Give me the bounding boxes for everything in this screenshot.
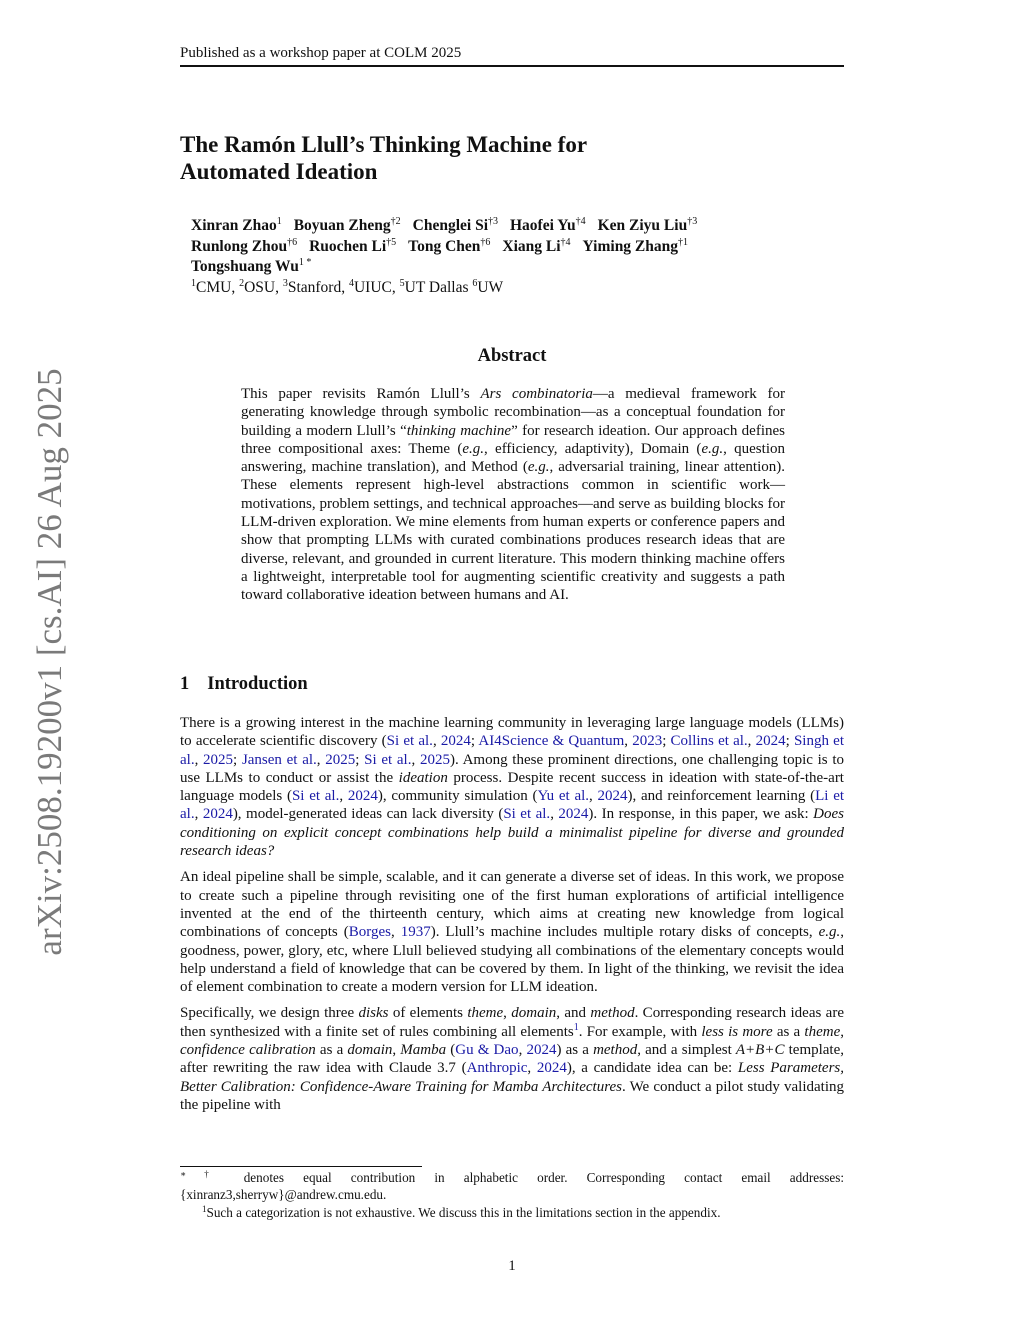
citation-link[interactable]: Si et al. bbox=[386, 733, 433, 750]
author-name: Ruochen Li$^{\dagger 5}$ bbox=[309, 236, 397, 255]
body-text: , bbox=[390, 924, 401, 941]
body-text: , and a simplest bbox=[637, 1042, 736, 1059]
emphasis-text: theme bbox=[804, 1023, 841, 1040]
footnote-text: denotes equal contribution in alphabetic order. Corresponding contact email addresses: {xinranz3,sherryw}@andrew.cmu.edu. bbox=[180, 1170, 844, 1202]
citation-link[interactable]: 2024 bbox=[558, 806, 589, 823]
citation-link[interactable]: Yu et al. bbox=[537, 788, 590, 805]
author-affiliation-mark: †5 bbox=[386, 236, 397, 248]
paragraph bbox=[180, 714, 844, 860]
paper-title bbox=[180, 131, 844, 185]
author-name: Tong Chen$^{\dagger 6}$ bbox=[408, 236, 491, 255]
body-text: as a bbox=[315, 1042, 348, 1059]
emphasis-text: thinking machine bbox=[406, 422, 512, 439]
footnote-marks: ∗ † bbox=[180, 1169, 225, 1179]
body-text: ), and reinforcement learning ( bbox=[627, 788, 816, 805]
footnote-equal-contribution bbox=[180, 1170, 844, 1203]
footnote-mark: 1 bbox=[202, 1204, 207, 1214]
body-text: —a medieval framework for generating knowledge through symbolic recombination—as a conceptual foundation for building a modern Llull’s “ bbox=[241, 386, 785, 439]
author-affiliation-mark: †3 bbox=[687, 216, 698, 227]
footnote-reference[interactable]: 1 bbox=[573, 1021, 579, 1033]
body-text: , efficiency, adaptivity), Domain ( bbox=[484, 440, 702, 457]
citation-link[interactable]: 2023 bbox=[632, 733, 663, 750]
body-text: ; bbox=[470, 733, 479, 750]
abstract-body bbox=[241, 385, 785, 605]
body-text: . Corresponding research ideas are then synthesized with a finite set of rules combining all elements bbox=[180, 1005, 844, 1040]
body-text: ). Llull’s machine includes multiple rotary disks of concepts, bbox=[430, 924, 819, 941]
body-text: template, after rewriting the raw idea with Claude 3.7 ( bbox=[180, 1042, 845, 1077]
body-text: Specifically, we design three bbox=[180, 1005, 359, 1022]
emphasis-text: confidence calibration bbox=[180, 1042, 316, 1059]
author-affiliation-mark: 1 bbox=[276, 216, 282, 227]
affiliation-name: Stanford, bbox=[287, 279, 346, 296]
body-text: ), community simulation ( bbox=[377, 788, 538, 805]
citation-link[interactable]: Anthropic bbox=[466, 1060, 528, 1077]
emphasis-text: Does conditioning on explicit concept combinations help build a minimalist pipeline for diverse and grounded research ideas? bbox=[180, 806, 844, 860]
emphasis-text: method bbox=[590, 1005, 635, 1022]
affiliation-name: UT Dallas bbox=[404, 279, 469, 296]
body-text: , bbox=[411, 751, 420, 768]
emphasis-text: domain bbox=[511, 1005, 557, 1022]
emphasis-text: e.g. bbox=[818, 924, 841, 941]
affiliation-name: OSU, bbox=[244, 279, 279, 296]
citation-link[interactable]: 2025 bbox=[203, 751, 234, 768]
body-text: There is a growing interest in the machine learning community in leveraging large language models (LLMs) to accelerate scientific discovery ( bbox=[180, 715, 844, 750]
body-text: ; bbox=[233, 751, 242, 768]
emphasis-text: Less Parameters, Better Calibration: Confidence-Aware Training for Mamba Architectures bbox=[180, 1060, 844, 1095]
emphasis-text: domain bbox=[347, 1042, 393, 1059]
body-text: ( bbox=[446, 1042, 456, 1059]
body-text: , goodness, power, glory, etc, where Llull believed studying all combinations of the elementary concepts would help understand a field of knowledge that can be covered by them. In light of the thinking, we revisit the idea of element combination to create a modern version for LLM ideation. bbox=[180, 924, 845, 996]
author-affiliation-mark: †6 bbox=[480, 236, 491, 248]
citation-link[interactable]: 2024 bbox=[202, 806, 233, 823]
author-name: Yiming Zhang$^{\dagger 1}$ bbox=[582, 236, 689, 255]
affiliation-mark: 3 bbox=[282, 278, 288, 289]
affiliation-mark: 1 bbox=[191, 278, 196, 289]
section-title: Introduction bbox=[207, 674, 308, 694]
author-affiliation-mark: †4 bbox=[575, 216, 586, 227]
section-heading bbox=[180, 673, 844, 695]
citation-link[interactable]: Borges bbox=[348, 924, 391, 941]
paragraph bbox=[180, 868, 844, 996]
body-text: of elements bbox=[388, 1005, 468, 1022]
author-affiliation-mark: †3 bbox=[488, 216, 498, 227]
body-text: , and bbox=[556, 1005, 591, 1022]
footnote-text: Such a categorization is not exhaustive. We discuss this in the limitations section in the appendix. bbox=[206, 1205, 721, 1220]
body-text: ” for research ideation. Our approach defines three compositional axes: Theme ( bbox=[241, 422, 785, 457]
author-list bbox=[191, 216, 844, 278]
citation-link[interactable]: 2024 bbox=[536, 1060, 567, 1077]
title-line-2: Automated Ideation bbox=[180, 159, 378, 184]
body-text: , bbox=[316, 751, 326, 768]
paragraph bbox=[180, 1004, 844, 1114]
author-affiliation-mark: †1 bbox=[678, 236, 689, 248]
body-text: ). Among these prominent directions, one challenging topic is to use LLMs to conduct or assist the bbox=[180, 751, 845, 786]
arxiv-identifier[interactable]: arXiv:2508.19200v1 [cs.AI] 26 Aug 2025 bbox=[30, 368, 69, 956]
author-name: Boyuan Zheng$^{\dagger 2}$ bbox=[293, 216, 401, 234]
citation-link[interactable]: Si et al. bbox=[364, 751, 412, 768]
body-text: ; bbox=[662, 733, 671, 750]
emphasis-text: e.g. bbox=[527, 459, 550, 476]
emphasis-text: ideation bbox=[398, 769, 448, 786]
body-text: . For example, with bbox=[578, 1023, 702, 1040]
emphasis-text: A+B+C bbox=[735, 1042, 785, 1059]
citation-link[interactable]: 2024 bbox=[755, 733, 786, 750]
body-text: This paper revisits Ramón Llull’s bbox=[241, 386, 481, 402]
citation-link[interactable]: Si et al. bbox=[503, 806, 551, 823]
body-text: , bbox=[518, 1042, 527, 1059]
body-text: , adversarial training, linear attention). These elements represent high-level abstractions common in scientific work—motivations, problem settings, and technical approaches—and serve as building blocks for LLM-driven exploration. We mine elements from human experts or conference papers and show that prompting LLMs with curated combinations produces research ideas that are diverse, relevant, and grounded in current literature. This modern thinking machine offers a lightweight, interpretable tool for augmenting scientific creativity and suggests a path toward collaborative ideation between humans and AI. bbox=[241, 459, 785, 604]
author-name: Ken Ziyu Liu$^{\dagger 3}$ bbox=[597, 216, 698, 234]
body-text: , question answering, machine translation), and Method ( bbox=[241, 440, 785, 476]
affiliation-mark: 2 bbox=[239, 278, 245, 289]
citation-link[interactable]: Gu & Dao bbox=[455, 1042, 519, 1059]
body-text: ) as a bbox=[556, 1042, 594, 1059]
author-affiliation-mark: †2 bbox=[390, 216, 401, 227]
affiliation-mark: 4 bbox=[348, 278, 354, 289]
introduction-body bbox=[180, 714, 844, 1122]
body-text: , bbox=[550, 806, 559, 823]
citation-link[interactable]: Jansen et al. bbox=[241, 751, 317, 768]
body-text: , bbox=[589, 788, 598, 805]
citation-link[interactable]: AI4Science & Quantum bbox=[478, 733, 625, 750]
citation-link[interactable]: Collins et al. bbox=[670, 733, 748, 750]
citation-link[interactable]: 2024 bbox=[526, 1042, 557, 1059]
citation-link[interactable]: 2025 bbox=[325, 751, 356, 768]
emphasis-text: Ars combinatoria bbox=[480, 386, 593, 402]
footnote-rule bbox=[180, 1166, 422, 1167]
body-text: An ideal pipeline shall be simple, scalable, and it can generate a diverse set of ideas. In this work, we propose to create such a pipeline through revisiting one of the first human explorations of artificial intelligence invented at the end of the thirteenth century, which aims at creating new knowledge from logical combinations of concepts ( bbox=[180, 869, 844, 941]
affiliation-list bbox=[191, 278, 844, 298]
citation-link[interactable]: 2024 bbox=[597, 788, 628, 805]
affiliation-name: UIUC, bbox=[353, 279, 396, 296]
citation-link[interactable]: Si et al. bbox=[291, 788, 340, 805]
citation-link[interactable]: Singh et al. bbox=[180, 733, 844, 768]
emphasis-text: Mamba bbox=[400, 1042, 447, 1059]
citation-link[interactable]: 1937 bbox=[400, 924, 431, 941]
body-text: , bbox=[392, 1042, 401, 1059]
author-name: Tongshuang $Wu^{1 *}$ bbox=[191, 257, 312, 275]
emphasis-text: theme bbox=[467, 1005, 504, 1022]
author-name: Xiang Li$^{\dagger 4}$ bbox=[502, 236, 571, 255]
body-text: , bbox=[503, 1005, 512, 1022]
citation-link[interactable]: Li et al. bbox=[180, 788, 845, 823]
body-text: , bbox=[747, 733, 756, 750]
body-text: , bbox=[194, 751, 204, 768]
author-affiliation-mark: †4 bbox=[560, 236, 571, 248]
running-header: Published as a workshop paper at COLM 2025 bbox=[180, 44, 844, 67]
citation-link[interactable]: 2025 bbox=[419, 751, 450, 768]
footnotes bbox=[180, 1170, 844, 1224]
author-name: Runlong Zhou$^{\dagger 6}$ bbox=[191, 236, 298, 255]
page-number: 1 bbox=[508, 1258, 516, 1274]
author-name: Xinran Zhao$^1$ bbox=[191, 216, 282, 234]
author-affiliation-mark: †6 bbox=[287, 236, 298, 248]
body-text: , bbox=[432, 733, 441, 750]
citation-link[interactable]: 2024 bbox=[347, 788, 378, 805]
body-text: , bbox=[527, 1060, 537, 1077]
footnote-categorization bbox=[180, 1205, 844, 1222]
emphasis-text: e.g. bbox=[701, 440, 724, 457]
affiliation-name: CMU, bbox=[196, 279, 236, 296]
body-text: , bbox=[624, 733, 633, 750]
title-line-1: The Ramón Llull’s Thinking Machine for bbox=[180, 132, 588, 157]
body-text: ). In response, in this paper, we ask: bbox=[588, 806, 814, 823]
author-name: Haofei Yu$^{\dagger 4}$ bbox=[510, 216, 586, 234]
body-text: ; bbox=[785, 733, 794, 750]
body-text: ), model-generated ideas can lack diversity ( bbox=[232, 806, 504, 823]
body-text: process. Despite recent success in ideation with state-of-the-art language models ( bbox=[180, 769, 844, 805]
citation-link[interactable]: 2024 bbox=[440, 733, 471, 750]
affiliation-mark: 5 bbox=[399, 278, 405, 289]
affiliation-mark: 6 bbox=[472, 278, 478, 289]
affiliation-name: UW bbox=[477, 279, 504, 296]
section-number: 1 bbox=[180, 674, 190, 694]
author-name: Chenglei Si$^{\dagger 3}$ bbox=[412, 216, 498, 234]
author-affiliation-mark: 1 * bbox=[298, 257, 312, 268]
body-text: as a bbox=[772, 1023, 805, 1040]
emphasis-text: disks bbox=[358, 1005, 389, 1022]
emphasis-text: e.g. bbox=[462, 440, 484, 457]
body-text: . We conduct a pilot study validating the pipeline with bbox=[180, 1078, 845, 1113]
body-text: , bbox=[194, 806, 203, 823]
emphasis-text: less is more bbox=[701, 1023, 773, 1040]
abstract-heading: Abstract bbox=[477, 346, 547, 366]
body-text: , bbox=[840, 1023, 844, 1040]
body-text: ), a candidate idea can be: bbox=[566, 1060, 738, 1077]
body-text: , bbox=[339, 788, 348, 805]
body-text: ; bbox=[355, 751, 365, 768]
emphasis-text: method bbox=[593, 1042, 638, 1059]
